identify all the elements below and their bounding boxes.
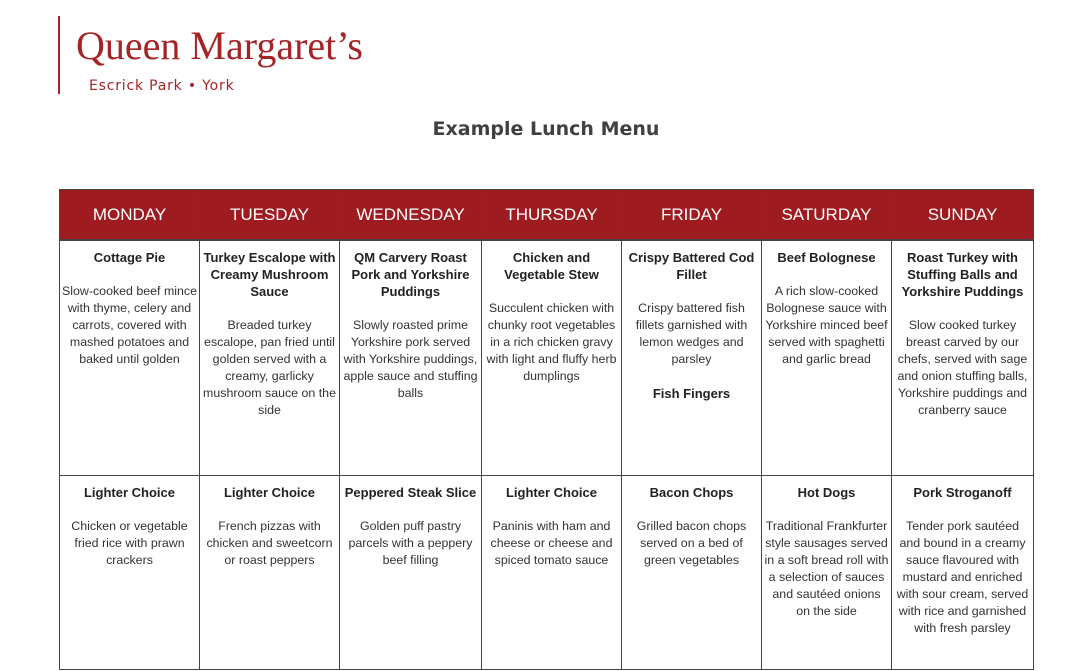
menu-cell-friday xyxy=(622,476,762,670)
day-header-saturday: SATURDAY xyxy=(762,190,892,241)
day-header-friday: FRIDAY xyxy=(622,190,762,241)
dish-name: Peppered Steak Slice xyxy=(344,485,477,500)
logo-divider xyxy=(58,16,60,94)
day-header-tuesday: TUESDAY xyxy=(200,190,340,241)
dish-name: Pork Stroganoff xyxy=(913,485,1012,500)
menu-cell-saturday xyxy=(762,240,892,476)
menu-cell-tuesday xyxy=(200,240,340,476)
dish-name: Crispy Battered Cod Fillet xyxy=(628,250,755,282)
dish-description: Golden puff pastry parcels with a peppery beef filling xyxy=(348,519,473,567)
dish-description: Breaded turkey escalope, pan fried until golden served with a creamy, garlicky mushroom sauce on the side xyxy=(203,318,336,417)
dish-name: Hot Dogs xyxy=(797,485,856,500)
menu-cell-thursday xyxy=(482,240,622,476)
dish-name: Cottage Pie xyxy=(93,250,166,265)
dish-description: Slowly roasted prime Yorkshire pork served with Yorkshire puddings, apple sauce and stuffing balls xyxy=(343,318,478,400)
extra-dish-name: Fish Fingers xyxy=(652,386,731,401)
day-header-thursday: THURSDAY xyxy=(482,190,622,241)
dish-description: Succulent chicken with chunky root vegetables in a rich chicken gravy with light and fluffy herb dumplings xyxy=(486,301,617,383)
menu-cell-monday xyxy=(60,476,200,670)
dish-description: Slow-cooked beef mince with thyme, celery and carrots, covered with mashed potatoes and baked until golden xyxy=(62,284,197,366)
dish-description: Chicken or vegetable fried rice with prawn crackers xyxy=(71,519,188,567)
second-choice-row xyxy=(60,476,1034,670)
day-header-sunday: SUNDAY xyxy=(892,190,1034,241)
dish-name: Beef Bolognese xyxy=(777,250,876,265)
dish-description: Crispy battered fish fillets garnished with lemon wedges and parsley xyxy=(635,301,748,366)
menu-cell-sunday xyxy=(892,476,1034,670)
menu-cell-thursday xyxy=(482,476,622,670)
menu-cell-monday xyxy=(60,240,200,476)
dish-name: Bacon Chops xyxy=(649,485,734,500)
menu-cell-sunday xyxy=(892,240,1034,476)
dish-name: Lighter Choice xyxy=(83,485,175,500)
day-header-monday: MONDAY xyxy=(60,190,200,241)
logo-name: Queen Margaret’s xyxy=(76,23,363,68)
dish-name: Lighter Choice xyxy=(223,485,315,500)
dish-name: Turkey Escalope with Creamy Mushroom Sauce xyxy=(203,250,336,299)
menu-cell-tuesday xyxy=(200,476,340,670)
lunch-menu-table xyxy=(59,189,1034,670)
day-header-wednesday: WEDNESDAY xyxy=(340,190,482,241)
dish-name: Chicken and Vegetable Stew xyxy=(504,250,599,282)
logo-subtitle: Escrick Park • York xyxy=(89,78,235,94)
page-title: Example Lunch Menu xyxy=(432,118,660,140)
dish-description: Paninis with ham and cheese or cheese and spiced tomato sauce xyxy=(490,519,613,567)
dish-description: Traditional Frankfurter style sausages served in a soft bread roll with a selection of sauces and sautéed onions on the side xyxy=(764,519,889,618)
dish-name: Roast Turkey with Stuffing Balls and Yorkshire Puddings xyxy=(901,250,1024,299)
dish-name: QM Carvery Roast Pork and Yorkshire Puddings xyxy=(351,250,470,299)
dish-description: French pizzas with chicken and sweetcorn or roast peppers xyxy=(206,519,333,567)
menu-cell-wednesday xyxy=(340,476,482,670)
dish-description: Slow cooked turkey breast carved by our chefs, served with sage and onion stuffing balls, Yorkshire puddings and cranberry sauce xyxy=(897,318,1028,417)
menu-cell-friday xyxy=(622,240,762,476)
school-logo xyxy=(58,14,408,96)
day-header-row xyxy=(60,190,1034,241)
dish-description: Grilled bacon chops served on a bed of green vegetables xyxy=(636,519,747,567)
main-course-row xyxy=(60,240,1034,476)
dish-description: A rich slow-cooked Bolognese sauce with Yorkshire minced beef served with spaghetti and garlic bread xyxy=(765,284,888,366)
dish-description: Tender pork sautéed and bound in a creamy sauce flavoured with mustard and enriched with sour cream, served with rice and garnished with fresh parsley xyxy=(896,519,1029,635)
menu-cell-saturday xyxy=(762,476,892,670)
menu-cell-wednesday xyxy=(340,240,482,476)
dish-name: Lighter Choice xyxy=(505,485,597,500)
